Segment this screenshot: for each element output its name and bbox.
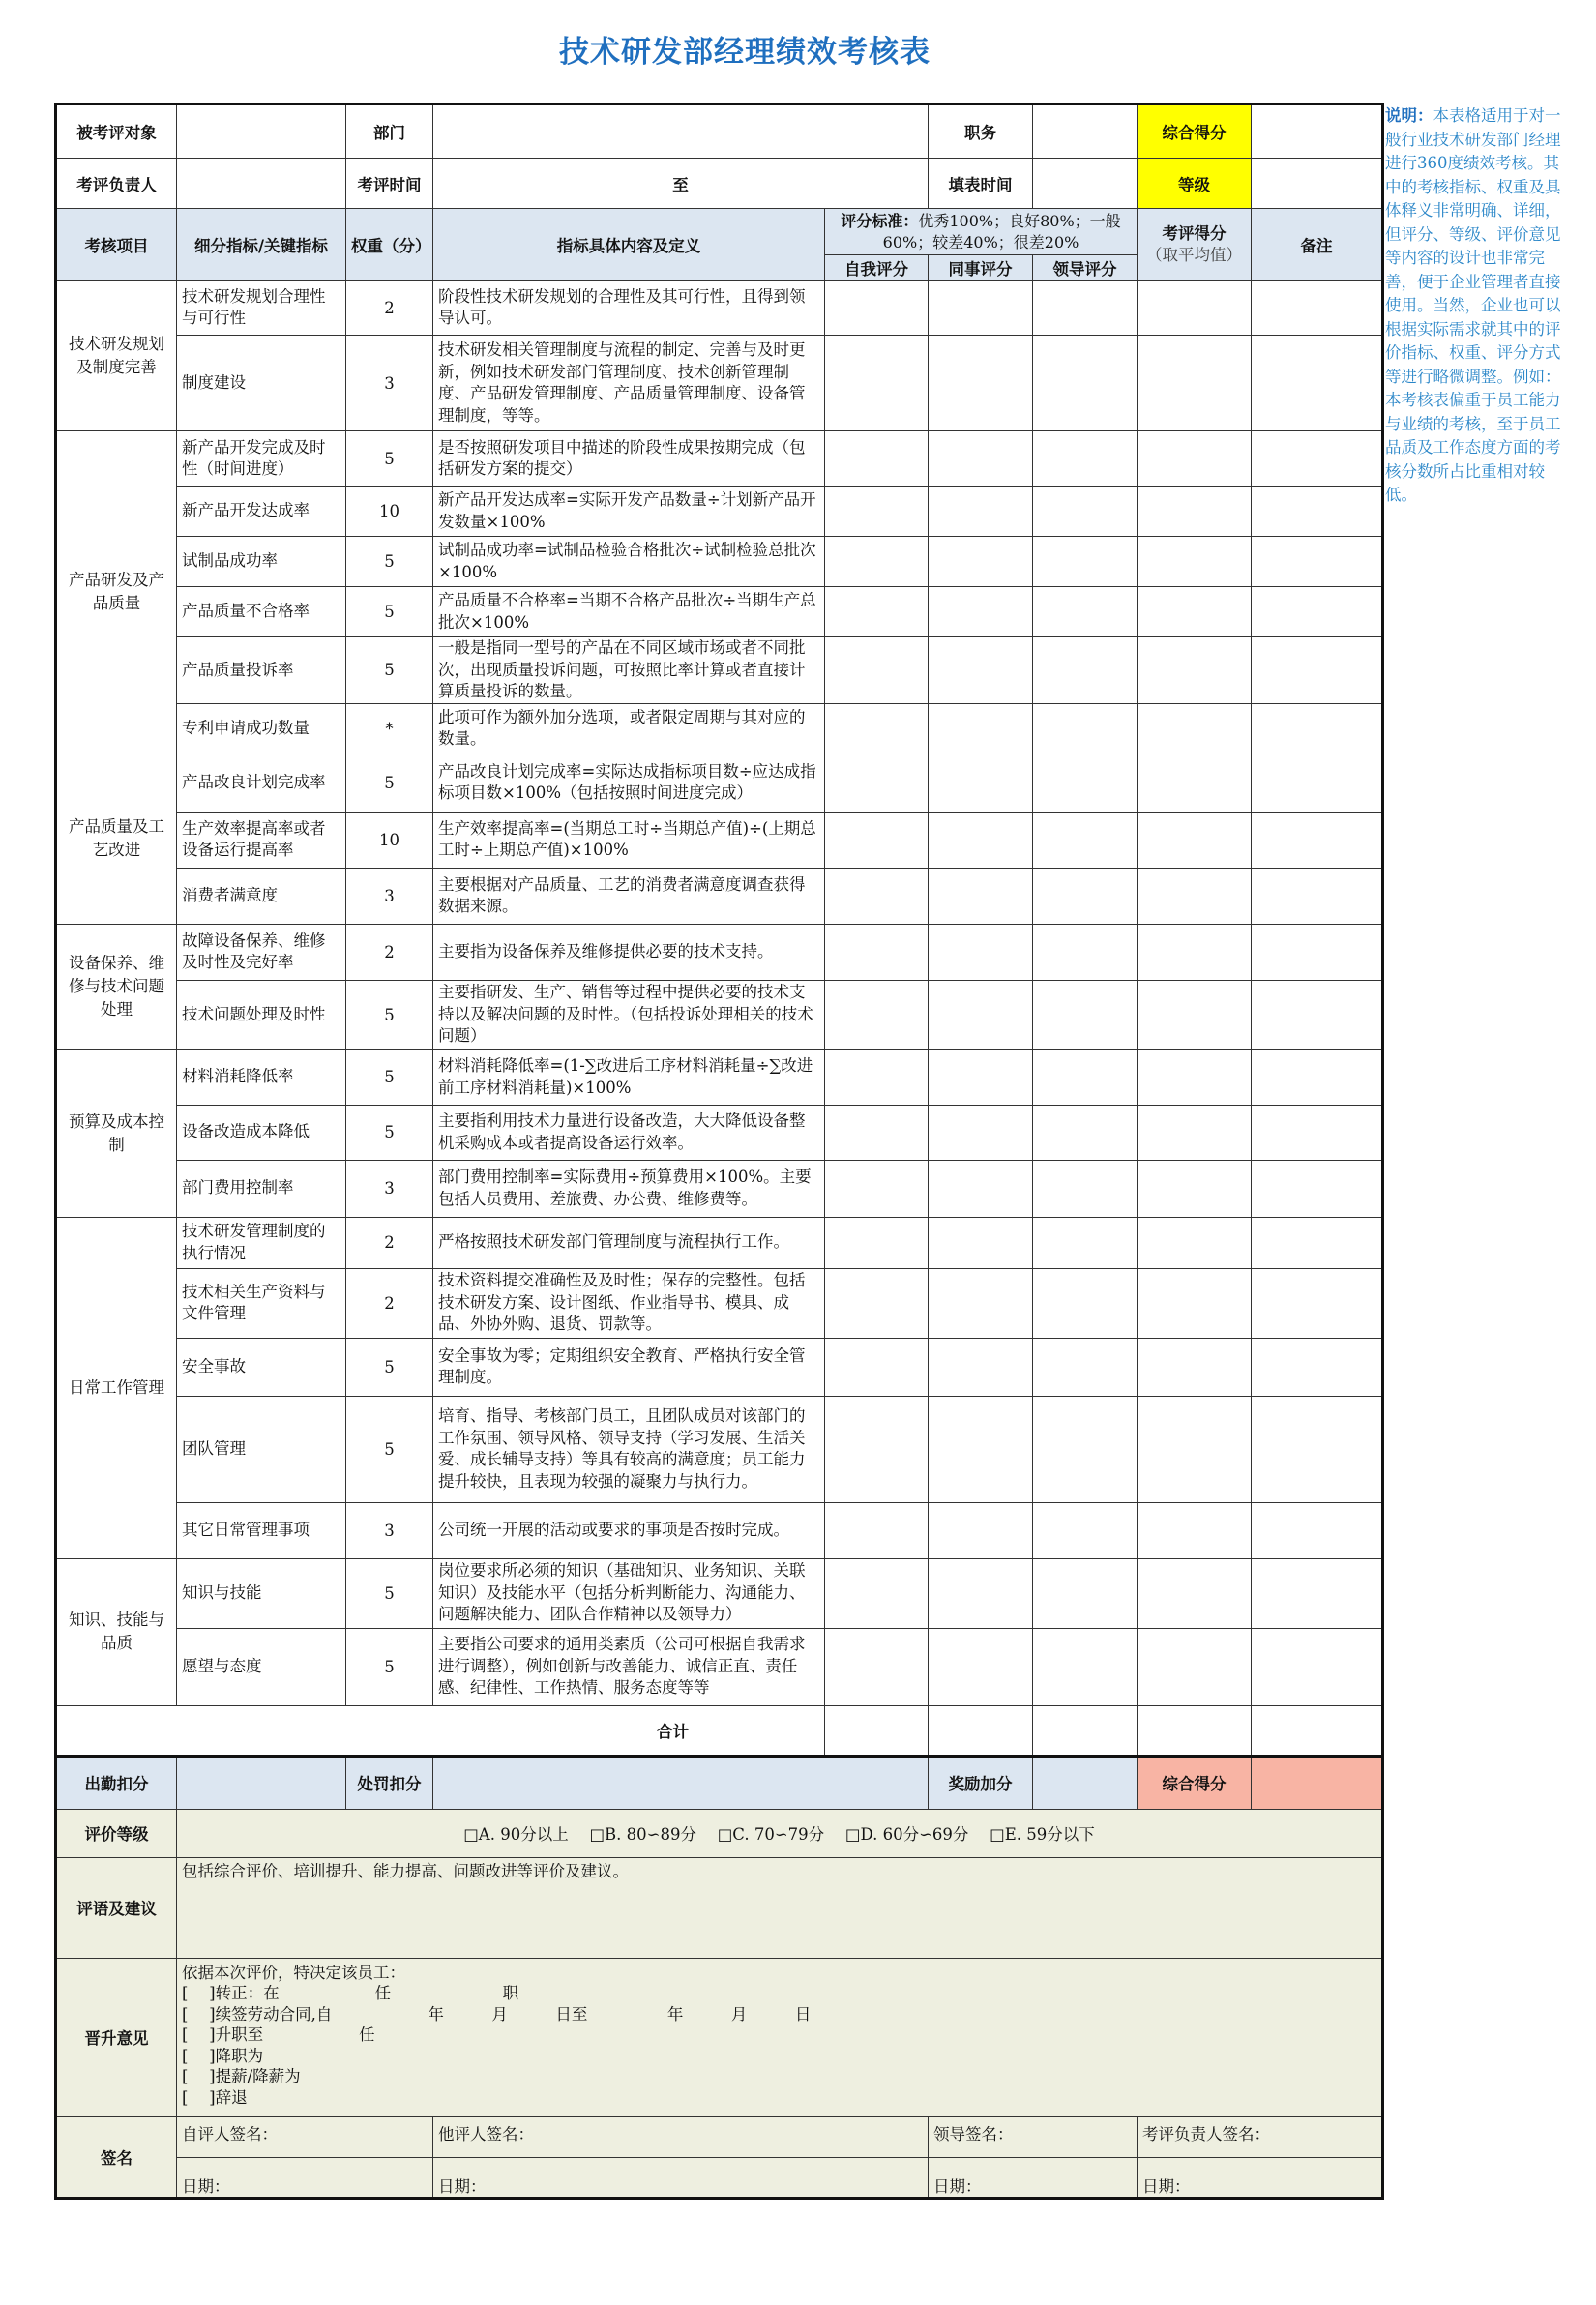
total-avg[interactable] [1138,1705,1252,1756]
indicator-definition: 主要根据对产品质量、工艺的消费者满意度调查获得数据来源。 [433,868,825,924]
attendance-input[interactable] [177,1756,346,1809]
leader-score-input[interactable] [1033,587,1138,637]
promotion-line: [ ]降职为 [182,2046,264,2065]
sub-indicator: 团队管理 [177,1396,346,1502]
indicator-definition: 公司统一开展的活动或要求的事项是否按时完成。 [433,1502,825,1558]
sub-indicator: 试制品成功率 [177,537,346,587]
position-input[interactable] [1033,104,1138,159]
weight-value: 5 [346,1105,433,1160]
indicator-definition: 生产效率提高率=(当期总工时÷当期总产值)÷(上期总工时÷上期总产值)×100% [433,812,825,868]
peer-score-input[interactable] [929,1049,1033,1105]
self-score-input[interactable] [825,1338,929,1396]
peer-score-input[interactable] [929,1558,1033,1628]
peer-score-input[interactable] [929,431,1033,487]
avg-score-input[interactable] [1138,336,1252,431]
avg-score-input[interactable] [1138,754,1252,812]
weight-value: 3 [346,1160,433,1217]
leader-score-input[interactable] [1033,537,1138,587]
peer-score-input[interactable] [929,336,1033,431]
peer-score-input[interactable] [929,1268,1033,1338]
weight-value: 5 [346,1396,433,1502]
sub-indicator: 部门费用控制率 [177,1160,346,1217]
table-row [56,431,1383,487]
table-row [56,754,1383,812]
weight-value: 2 [346,924,433,980]
total-label: 合计 [56,1705,825,1756]
self-score-input[interactable] [825,1628,929,1705]
category-cell: 设备保养、维修与技术问题处理 [56,924,177,1049]
indicator-definition: 主要指研发、生产、销售等过程中提供必要的技术支持以及解决问题的及时性。（包括投诉处理相关的技术问题） [433,980,825,1049]
peer-score-input[interactable] [929,812,1033,868]
weight-value: 3 [346,1502,433,1558]
peer-score-input[interactable] [929,924,1033,980]
weight-value: 3 [346,336,433,431]
table-row [56,637,1383,704]
sub-indicator: 技术相关生产资料与文件管理 [177,1268,346,1338]
indicator-definition: 安全事故为零；定期组织安全教育、严格执行安全管理制度。 [433,1338,825,1396]
peer-score-input[interactable] [929,1502,1033,1558]
self-score-input[interactable] [825,1105,929,1160]
grade-label: 等级 [1138,159,1252,209]
remark-input[interactable] [1252,487,1383,537]
weight-value: * [346,703,433,754]
category-cell: 产品质量及工艺改进 [56,754,177,924]
remark-input[interactable] [1252,980,1383,1049]
comment-input[interactable]: 包括综合评价、培训提升、能力提高、问题改进等评价及建议。 [177,1857,1383,1958]
indicator-definition: 主要指利用技术力量进行设备改造，大大降低设备整机采购成本或者提高设备运行效率。 [433,1105,825,1160]
avg-score-input[interactable] [1138,431,1252,487]
leader-score-input[interactable] [1033,1160,1138,1217]
avg-score-input[interactable] [1138,1338,1252,1396]
avg-score-input[interactable] [1138,1268,1252,1338]
self-score-input[interactable] [825,812,929,868]
remark-input[interactable] [1252,1558,1383,1628]
leader-score-input[interactable] [1033,754,1138,812]
col-weight: 权重（分） [346,209,433,281]
indicator-definition: 是否按照研发项目中描述的阶段性成果按期完成（包括研发方案的提交） [433,431,825,487]
leader-score-input[interactable] [1033,1105,1138,1160]
position-label: 职务 [929,104,1033,159]
weight-value: 5 [346,431,433,487]
leader-score-input[interactable] [1033,868,1138,924]
col-sub: 细分指标/关键指标 [177,209,346,281]
avg-score-input[interactable] [1138,812,1252,868]
fill-time-input[interactable] [1033,159,1138,209]
category-cell: 预算及成本控制 [56,1049,177,1217]
avg-score-input[interactable] [1138,587,1252,637]
standard-text: 优秀100%；良好80%；一般60%；较差40%；很差20% [882,211,1121,251]
dept-label: 部门 [346,104,433,159]
table-row [56,1105,1383,1160]
category-cell: 技术研发规划及制度完善 [56,281,177,431]
table-row [56,924,1383,980]
peer-score-input[interactable] [929,1396,1033,1502]
remark-input[interactable] [1252,1502,1383,1558]
weight-value: 5 [346,1338,433,1396]
weight-value: 5 [346,637,433,704]
table-row [56,980,1383,1049]
leader-score-input[interactable] [1033,1049,1138,1105]
avg-score-input[interactable] [1138,1396,1252,1502]
leader-score-input[interactable] [1033,1558,1138,1628]
sub-indicator: 新产品开发达成率 [177,487,346,537]
grade-row [56,1809,1383,1857]
self-score-input[interactable] [825,980,929,1049]
self-score-input[interactable] [825,924,929,980]
indicator-definition: 产品质量不合格率=当期不合格产品批次÷当期生产总批次×100% [433,587,825,637]
remark-input[interactable] [1252,1396,1383,1502]
self-score-input[interactable] [825,1502,929,1558]
sub-indicator: 新产品开发完成及时性（时间进度） [177,431,346,487]
col-score-label: 考评得分 [1162,223,1227,243]
peer-score-input[interactable] [929,980,1033,1049]
col-score-note: （取平均值） [1146,245,1242,264]
sub-indicator: 产品改良计划完成率 [177,754,346,812]
remark-input[interactable] [1252,1217,1383,1268]
table-row [56,587,1383,637]
leader-score-input[interactable] [1033,703,1138,754]
instructions-note [1385,104,1563,544]
sub-indicator: 愿望与态度 [177,1628,346,1705]
penalty-input[interactable] [433,1756,929,1809]
weight-value: 3 [346,868,433,924]
sub-indicator: 产品质量不合格率 [177,587,346,637]
weight-value: 5 [346,1558,433,1628]
self-score-input[interactable] [825,1396,929,1502]
attendance-label: 出勤扣分 [56,1756,177,1809]
remark-input[interactable] [1252,1049,1383,1105]
table-row [56,1396,1383,1502]
final-score-label: 综合得分 [1138,1756,1252,1809]
leader-score-input[interactable] [1033,980,1138,1049]
total-remark[interactable] [1252,1705,1383,1756]
period-to-label[interactable]: 至 [433,159,929,209]
other-date[interactable]: 日期： [433,2157,929,2198]
promotion-label: 晋升意见 [56,1958,177,2116]
avg-score-input[interactable] [1138,703,1252,754]
adjust-row [56,1756,1383,1809]
other-sign[interactable]: 他评人签名： [433,2116,929,2157]
leader-score-input[interactable] [1033,336,1138,431]
bonus-label: 奖励加分 [929,1756,1033,1809]
total-row [56,1705,1383,1756]
table-row [56,1628,1383,1705]
leader-score-input[interactable] [1033,1628,1138,1705]
remark-input[interactable] [1252,537,1383,587]
table-row [56,703,1383,754]
table-row [56,1558,1383,1628]
weight-value: 2 [346,1268,433,1338]
avg-score-input[interactable] [1138,1628,1252,1705]
sub-indicator: 设备改造成本降低 [177,1105,346,1160]
sub-indicator: 安全事故 [177,1338,346,1396]
indicator-definition: 部门费用控制率=实际费用÷预算费用×100%。主要包括人员费用、差旅费、办公费、维修费等。 [433,1160,825,1217]
col-remark: 备注 [1252,209,1383,281]
self-score-input[interactable] [825,1217,929,1268]
col-self: 自我评分 [825,255,929,281]
self-score-input[interactable] [825,1160,929,1217]
indicator-definition: 技术研发相关管理制度与流程的制定、完善与及时更新，例如技术研发部门管理制度、技术创新管理制度、产品研发管理制度、产品质量管理制度、设备管理制度，等等。 [433,336,825,431]
self-score-input[interactable] [825,431,929,487]
avg-score-input[interactable] [1138,1049,1252,1105]
avg-score-input[interactable] [1138,924,1252,980]
remark-input[interactable] [1252,1268,1383,1338]
dept-input[interactable] [433,104,929,159]
manager-date[interactable]: 日期： [1138,2157,1383,2198]
promotion-line: [ ]转正：在 任 职 [182,1984,519,2002]
peer-score-input[interactable] [929,1628,1033,1705]
leader-date[interactable]: 日期： [929,2157,1138,2198]
weight-value: 5 [346,1049,433,1105]
leader-score-input[interactable] [1033,1502,1138,1558]
remark-input[interactable] [1252,703,1383,754]
sub-indicator: 专利申请成功数量 [177,703,346,754]
total-leader[interactable] [1033,1705,1138,1756]
leader-score-input[interactable] [1033,487,1138,537]
leader-sign[interactable]: 领导签名： [929,2116,1138,2157]
leader-score-input[interactable] [1033,812,1138,868]
indicator-definition: 材料消耗降低率=(1-∑改进后工序材料消耗量÷∑改进前工序材料消耗量)×100% [433,1049,825,1105]
self-date[interactable]: 日期： [177,2157,433,2198]
self-score-input[interactable] [825,754,929,812]
table-row [56,868,1383,924]
grade-options[interactable]: □A. 90分以上 □B. 80∽89分 □C. 70∽79分 □D. 60分∽69分 □E. 59分以下 [177,1809,1383,1857]
col-peer: 同事评分 [929,255,1033,281]
avg-score-input[interactable] [1138,1217,1252,1268]
peer-score-input[interactable] [929,703,1033,754]
grade-row-label: 评价等级 [56,1809,177,1857]
peer-score-input[interactable] [929,1338,1033,1396]
table-row [56,1502,1383,1558]
sub-indicator: 技术研发规划合理性与可行性 [177,281,346,336]
weight-value: 5 [346,754,433,812]
sub-indicator: 制度建设 [177,336,346,431]
leader-score-input[interactable] [1033,431,1138,487]
peer-score-input[interactable] [929,1105,1033,1160]
avg-score-input[interactable] [1138,281,1252,336]
col-definition: 指标具体内容及定义 [433,209,825,281]
sub-indicator: 产品质量投诉率 [177,637,346,704]
col-leader: 领导评分 [1033,255,1138,281]
subject-input[interactable] [177,104,346,159]
comment-row [56,1857,1383,1958]
comment-label: 评语及建议 [56,1857,177,1958]
scoring-standard [825,209,1138,255]
weight-value: 2 [346,1217,433,1268]
weight-value: 10 [346,812,433,868]
indicator-definition: 培育、指导、考核部门员工，且团队成员对该部门的工作氛围、领导风格、领导支持（学习发展、生活关爱、成长辅导支持）等具有较高的满意度；员工能力提升较快，且表现为较强的凝聚力与执行力。 [433,1396,825,1502]
avg-score-input[interactable] [1138,537,1252,587]
remark-input[interactable] [1252,1105,1383,1160]
date-row [56,2157,1383,2198]
total-score-input[interactable] [1252,104,1383,159]
table-row [56,812,1383,868]
indicator-definition: 一般是指同一型号的产品在不同区域市场或者不同批次，出现质量投诉问题，可按照比率计算或者直接计算质量投诉的数量。 [433,637,825,704]
category-cell: 产品研发及产品质量 [56,431,177,754]
self-score-input[interactable] [825,1049,929,1105]
indicator-definition: 此项可作为额外加分选项，或者限定周期与其对应的数量。 [433,703,825,754]
sign-label: 签名 [56,2116,177,2198]
sub-indicator: 其它日常管理事项 [177,1502,346,1558]
remark-input[interactable] [1252,431,1383,487]
leader-score-input[interactable] [1033,924,1138,980]
avg-score-input[interactable] [1138,1105,1252,1160]
promotion-line: [ ]辞退 [182,2087,248,2107]
self-score-input[interactable] [825,868,929,924]
promotion-row [56,1958,1383,2116]
remark-input[interactable] [1252,924,1383,980]
self-score-input[interactable] [825,537,929,587]
standard-label: 评分标准： [841,211,919,230]
total-peer[interactable] [929,1705,1033,1756]
weight-value: 5 [346,587,433,637]
remark-input[interactable] [1252,637,1383,704]
leader-score-input[interactable] [1033,1396,1138,1502]
self-score-input[interactable] [825,637,929,704]
self-score-input[interactable] [825,587,929,637]
grade-input[interactable] [1252,159,1383,209]
self-score-input[interactable] [825,1268,929,1338]
table-row [56,1049,1383,1105]
leader-score-input[interactable] [1033,1268,1138,1338]
fill-time-label: 填表时间 [929,159,1033,209]
table-row [56,1268,1383,1338]
peer-score-input[interactable] [929,1160,1033,1217]
weight-value: 10 [346,487,433,537]
peer-score-input[interactable] [929,587,1033,637]
total-self[interactable] [825,1705,929,1756]
evaluation-table [54,103,1384,2200]
table-row [56,1338,1383,1396]
remark-input[interactable] [1252,336,1383,431]
col-item: 考核项目 [56,209,177,281]
col-score [1138,209,1252,281]
sub-indicator: 故障设备保养、维修及时性及完好率 [177,924,346,980]
indicator-definition: 主要指为设备保养及维修提供必要的技术支持。 [433,924,825,980]
page-title: 技术研发部经理绩效考核表 [559,35,931,70]
sign-row [56,2116,1383,2157]
self-score-input[interactable] [825,703,929,754]
indicator-definition: 试制品成功率=试制品检验合格批次÷试制检验总批次×100% [433,537,825,587]
remark-input[interactable] [1252,281,1383,336]
sub-indicator: 技术问题处理及时性 [177,980,346,1049]
self-score-input[interactable] [825,1558,929,1628]
manager-sign[interactable]: 考评负责人签名： [1138,2116,1383,2157]
sub-indicator: 技术研发管理制度的执行情况 [177,1217,346,1268]
peer-score-input[interactable] [929,637,1033,704]
remark-input[interactable] [1252,754,1383,812]
table-row [56,1160,1383,1217]
promotion-line: [ ]升职至 任 [182,2025,375,2044]
self-score-input[interactable] [825,336,929,431]
indicator-definition: 新产品开发达成率=实际开发产品数量÷计划新产品开发数量×100% [433,487,825,537]
avg-score-input[interactable] [1138,487,1252,537]
self-score-input[interactable] [825,281,929,336]
table-row [56,537,1383,587]
table-row [56,281,1383,336]
table-row [56,1217,1383,1268]
penalty-label: 处罚扣分 [346,1756,433,1809]
indicator-definition: 产品改良计划完成率=实际达成指标项目数÷应达成指标项目数×100%（包括按照时间进度完成） [433,754,825,812]
period-label: 考评时间 [346,159,433,209]
self-sign[interactable]: 自评人签名： [177,2116,433,2157]
note-text: 本表格适用于对一般行业技术研发部门经理进行360度绩效考核。其中的考核指标、权重及具体释义非常明确、详细，但评分、等级、评价意见等内容的设计也非常完善，便于企业管理者直接使用。当然，企业也可以根据实际需求就其中的评价指标、权重、评分方式等进行略微调整。例如：本考核表偏重于员工能力与业绩的考核，至于员工品质及工作态度方面的考核分数所占比重相对较低。 [1385,106,1561,504]
category-cell: 日常工作管理 [56,1217,177,1558]
avg-score-input[interactable] [1138,1558,1252,1628]
category-cell: 知识、技能与品质 [56,1558,177,1705]
self-score-input[interactable] [825,487,929,537]
peer-score-input[interactable] [929,1217,1033,1268]
sub-indicator: 材料消耗降低率 [177,1049,346,1105]
remark-input[interactable] [1252,812,1383,868]
leader-score-input[interactable] [1033,281,1138,336]
weight-value: 5 [346,1628,433,1705]
remark-input[interactable] [1252,1338,1383,1396]
indicator-definition: 技术资料提交准确性及及时性；保存的完整性。包括技术研发方案、设计图纸、作业指导书、模具、成品、外协外购、退货、罚款等。 [433,1268,825,1338]
leader-score-input[interactable] [1033,1338,1138,1396]
remark-input[interactable] [1252,868,1383,924]
weight-value: 2 [346,281,433,336]
peer-score-input[interactable] [929,754,1033,812]
indicator-definition: 主要指公司要求的通用类素质（公司可根据自我需求进行调整），例如创新与改善能力、诚信正直、责任感、纪律性、工作热情、服务态度等等 [433,1628,825,1705]
avg-score-input[interactable] [1138,637,1252,704]
indicator-definition: 严格按照技术研发部门管理制度与流程执行工作。 [433,1217,825,1268]
promotion-options[interactable] [177,1958,1383,2116]
remark-input[interactable] [1252,1160,1383,1217]
bonus-input[interactable] [1033,1756,1138,1809]
promotion-line: [ ]续签劳动合同,自 年 月 日至 年 月 日 [182,2004,812,2024]
promotion-line: 依据本次评价，特决定该员工： [182,1963,405,1982]
weight-value: 5 [346,980,433,1049]
peer-score-input[interactable] [929,537,1033,587]
avg-score-input[interactable] [1138,980,1252,1049]
weight-value: 5 [346,537,433,587]
table-row [56,336,1383,431]
leader-score-input[interactable] [1033,1217,1138,1268]
subject-label: 被考评对象 [56,104,177,159]
avg-score-input[interactable] [1138,1502,1252,1558]
avg-score-input[interactable] [1138,868,1252,924]
sub-indicator: 消费者满意度 [177,868,346,924]
peer-score-input[interactable] [929,487,1033,537]
sub-indicator: 生产效率提高率或者设备运行提高率 [177,812,346,868]
final-score-input[interactable] [1252,1756,1383,1809]
sub-indicator: 知识与技能 [177,1558,346,1628]
remark-input[interactable] [1252,1628,1383,1705]
manager-input[interactable] [177,159,346,209]
indicator-definition: 岗位要求所必须的知识（基础知识、业务知识、关联知识）及技能水平（包括分析判断能力、沟通能力、问题解决能力、团队合作精神以及领导力） [433,1558,825,1628]
total-score-label: 综合得分 [1138,104,1252,159]
leader-score-input[interactable] [1033,637,1138,704]
note-label: 说明： [1385,106,1433,125]
indicator-definition: 阶段性技术研发规划的合理性及其可行性，且得到领导认可。 [433,281,825,336]
promotion-line: [ ]提薪/降薪为 [182,2067,301,2085]
avg-score-input[interactable] [1138,1160,1252,1217]
peer-score-input[interactable] [929,868,1033,924]
manager-label: 考评负责人 [56,159,177,209]
remark-input[interactable] [1252,587,1383,637]
table-row [56,487,1383,537]
peer-score-input[interactable] [929,281,1033,336]
